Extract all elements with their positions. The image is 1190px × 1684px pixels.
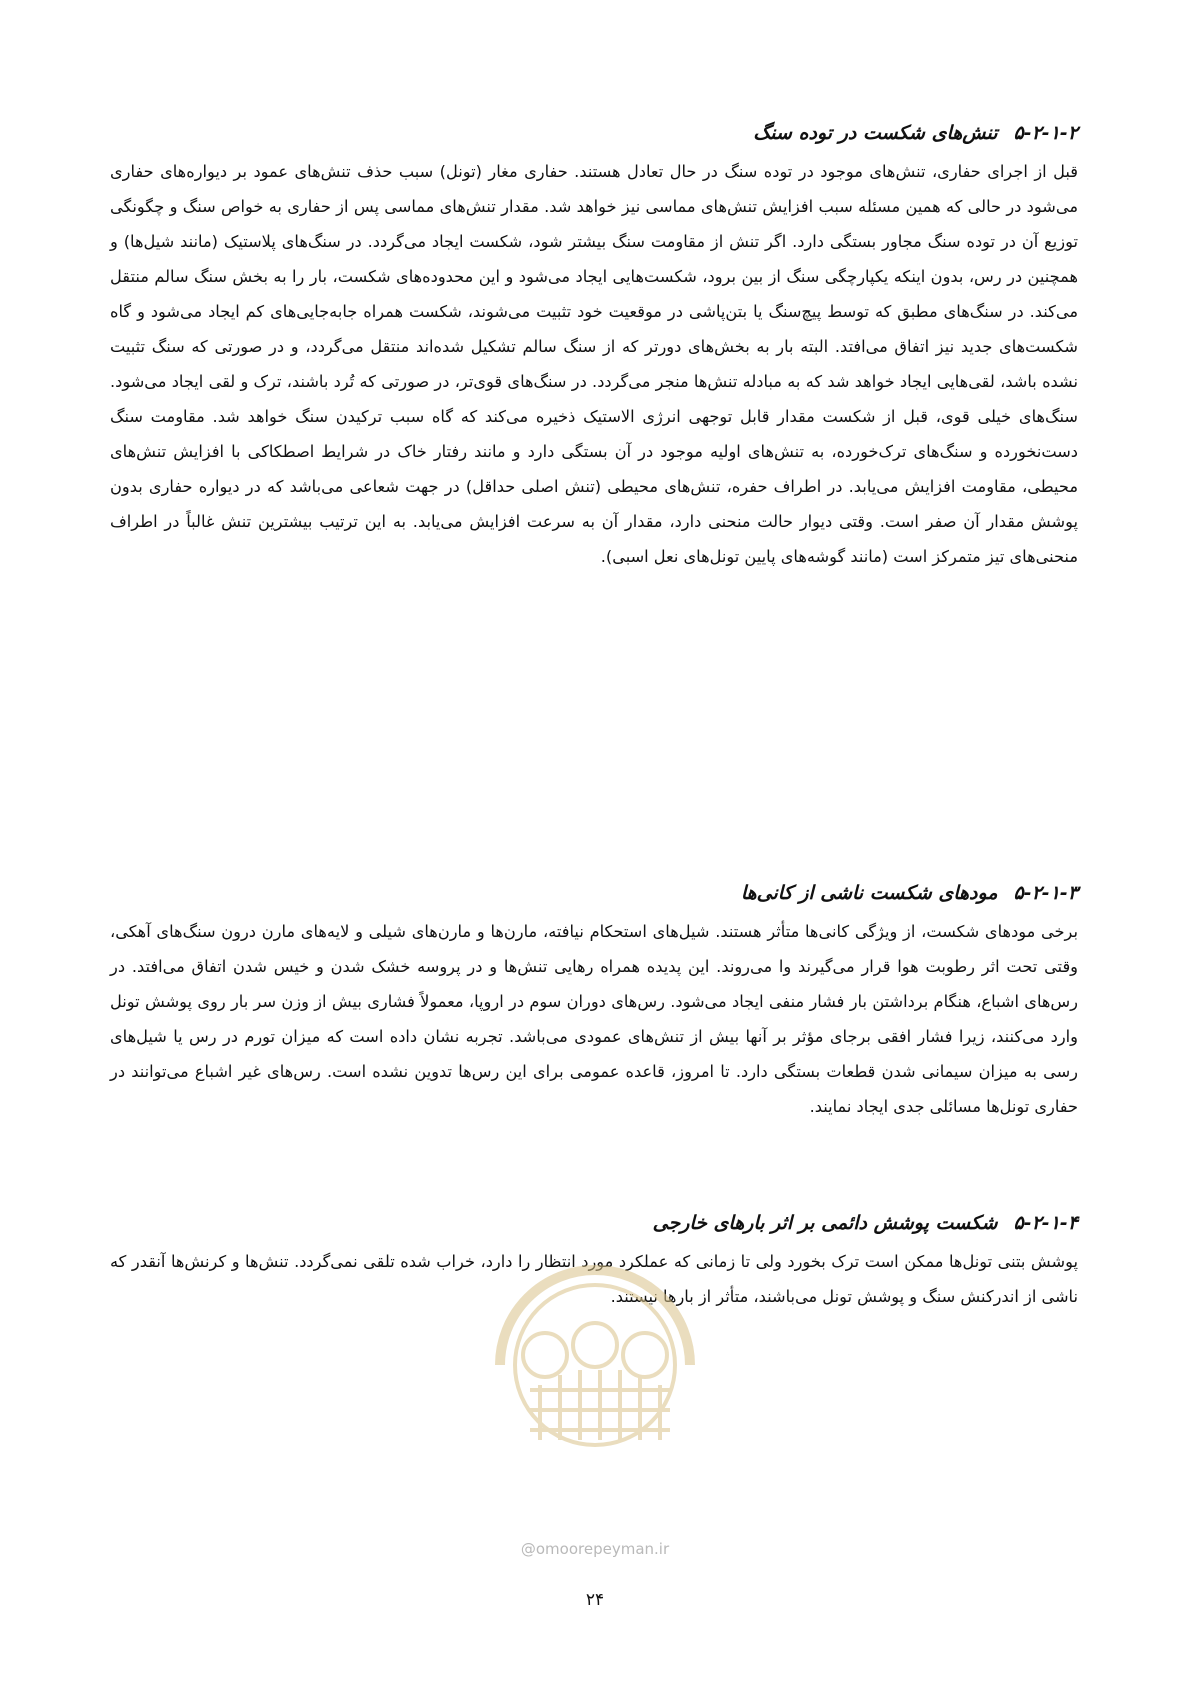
section-title: تنش‌های شکست در توده سنگ: [753, 122, 998, 144]
section-number: ۵-۲-۱-۲: [1013, 122, 1078, 144]
section-heading: [110, 878, 1078, 908]
section-paragraph: برخی مودهای شکست، از ویژگی کانی‌ها متأثر هستند. شیل‌های استحکام نیافته، مارن‌ها و مارن‌های شیلی و لایه‌های مارن درون سنگ‌های آهکی، وقتی تحت اثر رطوبت هوا قرار می‌گیرند وا می‌روند. این پدیده همراه رهایی تنش‌ها و در پروسه خشک شدن و خیس شدن اتفاق می‌افتد. در رس‌های اشباع، هنگام برداشتن بار فشار منفی ایجاد می‌شود. رس‌های دوران سوم در اروپا، معمولاً فشاری بیش از وزن سر بار روی پوشش تونل وارد می‌کنند، زیرا فشار افقی برجای مؤثر بر آنها بیش از تنش‌های عمودی می‌باشد. تجربه نشان داده است که میزان تورم در رس یا شیل‌های رسی به میزان سیمانی شدن قطعات بستگی دارد. تا امروز، قاعده عمومی برای این رس‌ها تدوین نشده است. رس‌های غیر اشباع می‌توانند در حفاری تونل‌ها مسائلی جدی ایجاد نمایند.: [110, 922, 1078, 1116]
section-heading: [110, 118, 1078, 148]
section-number: ۵-۲-۱-۳: [1013, 882, 1078, 904]
watermark-text: @omoorepeyman.ir: [520, 1540, 670, 1558]
section-5-2-1-4: [110, 1208, 1078, 1314]
section-paragraph: قبل از اجرای حفاری، تنش‌های موجود در توده سنگ در حال تعادل هستند. حفاری مغار (تونل) سبب حذف تنش‌های عمود بر دیواره‌های حفاری می‌شود در حالی که همین مسئله سبب افزایش تنش‌های مماسی نیز خواهد شد. مقدار تنش‌های مماسی پس از حفاری به خواص سنگ و چگونگی توزیع آن در توده سنگ مجاور بستگی دارد. اگر تنش از مقاومت سنگ بیشتر شود، شکست ایجاد می‌گردد. در سنگ‌های پلاستیک (مانند شیل‌ها) و همچنین در رس، بدون اینکه یکپارچگی سنگ از بین برود، شکست‌هایی ایجاد می‌شود و این محدوده‌های شکست، بار را به بخش سنگ سالم منتقل می‌کند. در سنگ‌های مطبق که توسط پیچ‌سنگ یا بتن‌پاشی در موقعیت خود تثبیت می‌شوند، شکست همراه جابه‌جایی‌های کم ایجاد می‌شود و گاه شکست‌های جدید نیز اتفاق می‌افتد. البته بار به بخش‌های دورتر که از سنگ سالم تشکیل شده‌اند منتقل می‌گردد، و در صورتی که سنگ تثبیت نشده باشد، لقی‌هایی ایجاد خواهد شد که به مبادله تنش‌ها منجر می‌گردد. در سنگ‌های قوی‌تر، در صورتی که تُرد باشند، ترک و لقی ایجاد می‌شود. سنگ‌های خیلی قوی، قبل از شکست مقدار قابل توجهی انرژی الاستیک ذخیره می‌کند که گاه سبب ترکیدن سنگ خواهد شد. مقاومت سنگ دست‌نخورده و سنگ‌های ترک‌خورده، به تنش‌های اولیه موجود در آن بستگی دارد و مانند رفتار خاک در شرایط اصطکاکی با افزایش تنش‌های محیطی، مقاومت افزایش می‌یابد. در اطراف حفره، تنش‌های محیطی (تنش اصلی حداقل) در جهت شعاعی می‌باشد که در دیواره حفاری بدون پوشش مقدار آن صفر است. وقتی دیوار حالت منحنی دارد، مقدار آن به سرعت افزایش می‌یابد. به این ترتیب بیشترین تنش غالباً در اطراف منحنی‌های تیز متمرکز است (مانند گوشه‌های پایین تونل‌های نعل اسبی).: [110, 162, 1078, 566]
page-number: ۲۴: [585, 1590, 605, 1610]
section-5-2-1-3: [110, 878, 1078, 1124]
section-title: مودهای شکست ناشی از کانی‌ها: [740, 882, 998, 904]
section-heading: [110, 1208, 1078, 1238]
section-paragraph: پوشش بتنی تونل‌ها ممکن است ترک بخورد ولی تا زمانی که عملکرد مورد انتظار را دارد، خراب شده تلقی نمی‌گردد. تنش‌ها و کرنش‌ها آنقدر که ناشی از اندرکنش سنگ و پوشش تونل می‌باشند، متأثر از بارها نیستند.: [110, 1252, 1078, 1306]
section-number: ۵-۲-۱-۴: [1013, 1212, 1078, 1234]
section-title: شکست پوشش دائمی بر اثر بارهای خارجی: [652, 1212, 998, 1234]
section-5-2-1-2: [110, 118, 1078, 574]
